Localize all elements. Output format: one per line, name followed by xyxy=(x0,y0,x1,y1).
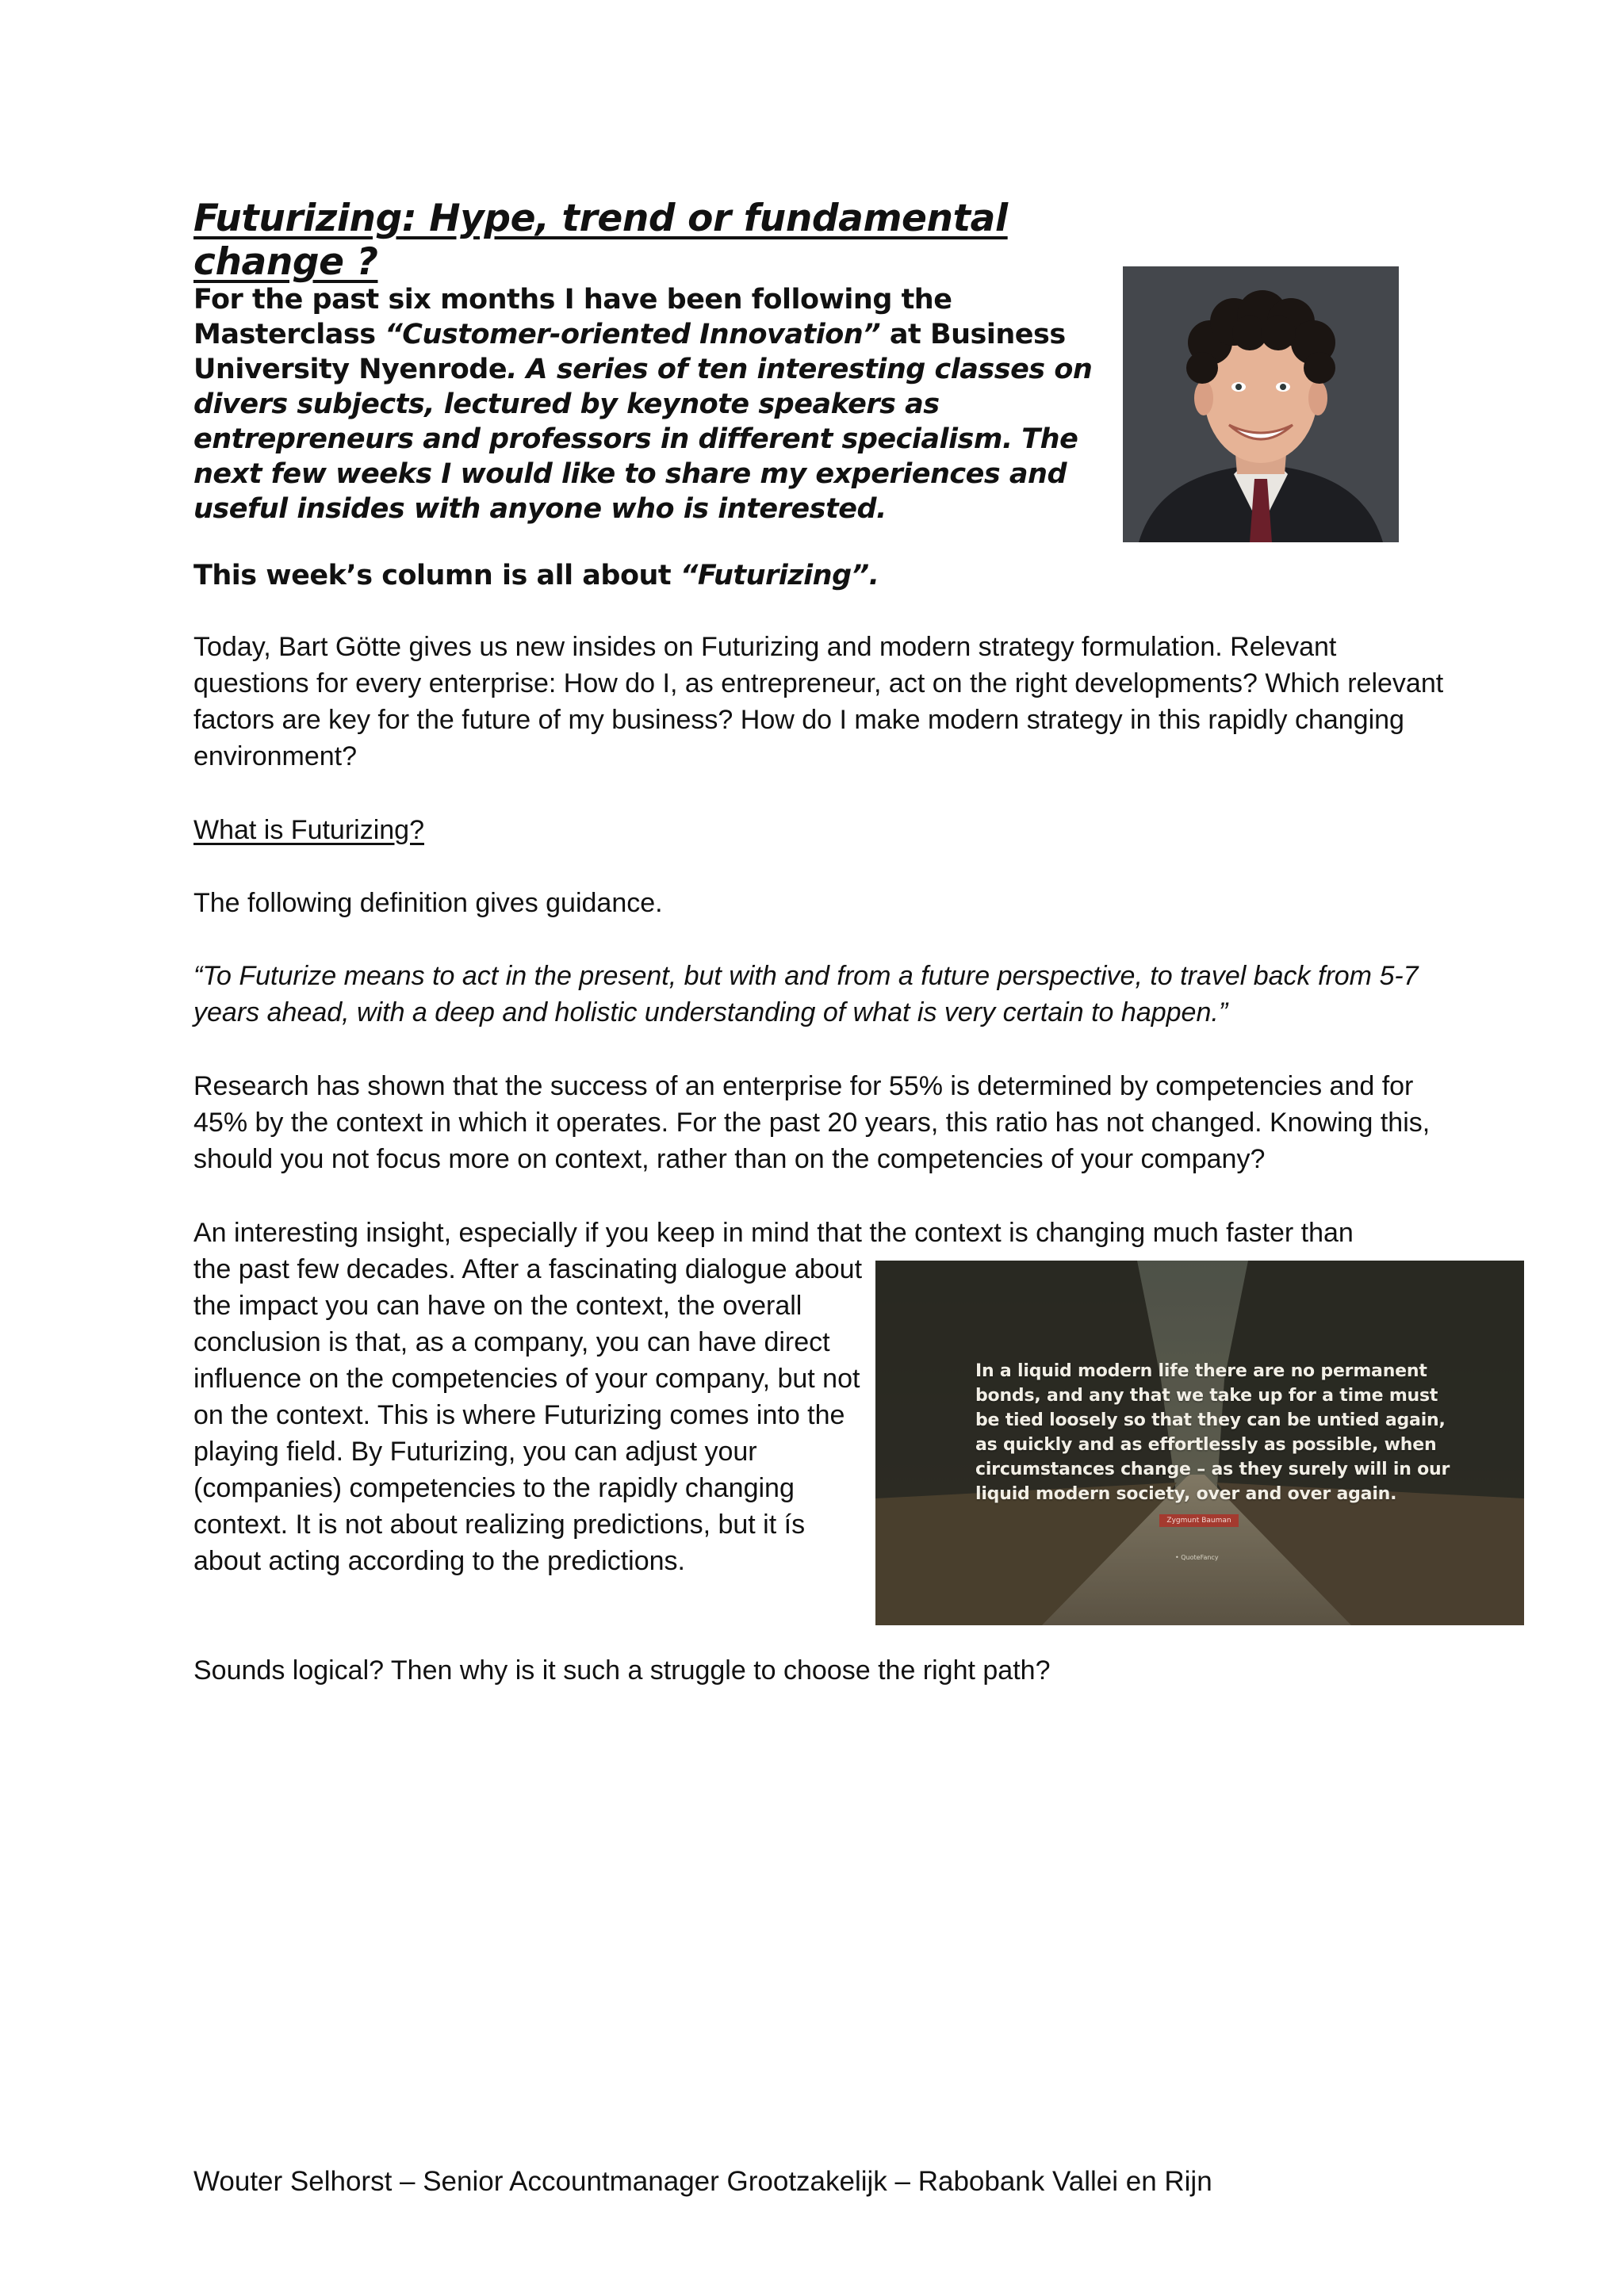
paragraph-4-first-line: An interesting insight, especially if you keep in mind that the context is changing much faster than xyxy=(193,1218,1354,1248)
course-name: “Customer-oriented Innovation” xyxy=(385,319,881,350)
subheading-what-is-futurizing: What is Futurizing? xyxy=(193,815,424,845)
quote-brand-watermark: • QuoteFancy xyxy=(1175,1554,1219,1561)
column-line-topic: “Futurizing”. xyxy=(680,560,879,591)
quote-image xyxy=(875,1261,1524,1625)
article-title: Futurizing: Hype, trend or fundamental change ? xyxy=(193,197,1008,284)
intro-part-1: For the past six months I have been following the Masterclass xyxy=(193,284,952,350)
intro-part-3: . A series of ten interesting classes on divers subjects, lectured by keynote speakers as entrepreneurs and professors in different specialism. The next few weeks I would like to share my experiences and useful insides with anyone who is interested. xyxy=(193,354,1093,525)
paragraph-3: Research has shown that the success of an enterprise for 55% is determined by competencies and for 45% by the context in which it operates. For the past 20 years, this ratio has not changed. Knowing this, should you not focus more on context, rather than on the competencies of your company? xyxy=(193,1071,1431,1174)
paragraph-5: Sounds logical? Then why is it such a struggle to choose the right path? xyxy=(193,1655,1051,1686)
paragraph-1: Today, Bart Götte gives us new insides on Futurizing and modern strategy formulation. Relevant questions for every enterprise: How do I, as entrepreneur, act on the right developments? Which relevant factors are key for the future of my business? How do I make modern strategy in this rapidly changing environment? xyxy=(193,632,1444,771)
quote-author-tag: Zygmunt Bauman xyxy=(1159,1514,1239,1527)
paragraph-4-rest: the past few decades. After a fascinating dialogue about the impact you can have on the context, the overall conclusion is that, as a company, you can have direct influence on the competencies of your company, but not on the context. This is where Futurizing comes into the playing field. By Futurizing, you can adjust your (companies) competencies to the rapidly changing context. It is not about realizing predictions, but it ís about acting according to the predictions. xyxy=(193,1254,863,1576)
intro-part-2: at Business University Nyenrode xyxy=(193,319,1066,385)
author-portrait-photo xyxy=(1123,266,1399,542)
definition-quote: “To Futurize means to act in the present, but with and from a future perspective, to travel back from 5-7 years ahead, with a deep and holistic understanding of what is very certain to happen.” xyxy=(193,961,1419,1027)
page-footer: Wouter Selhorst – Senior Accountmanager Grootzakelijk – Rabobank Vallei en Rijn xyxy=(193,2166,1212,2197)
paragraph-2: The following definition gives guidance. xyxy=(193,888,663,918)
column-line-prefix: This week’s column is all about xyxy=(193,560,680,591)
intro-paragraph xyxy=(193,282,1105,526)
column-topic-line xyxy=(193,558,1145,593)
quote-image-text: In a liquid modern life there are no permanent bonds, and any that we take up for a time must be tied loosely so that they can be untied again, as quickly and as effortlessly as possible, when circumstances change – as they surely will in our liquid modern society, over and over again. xyxy=(975,1361,1450,1504)
